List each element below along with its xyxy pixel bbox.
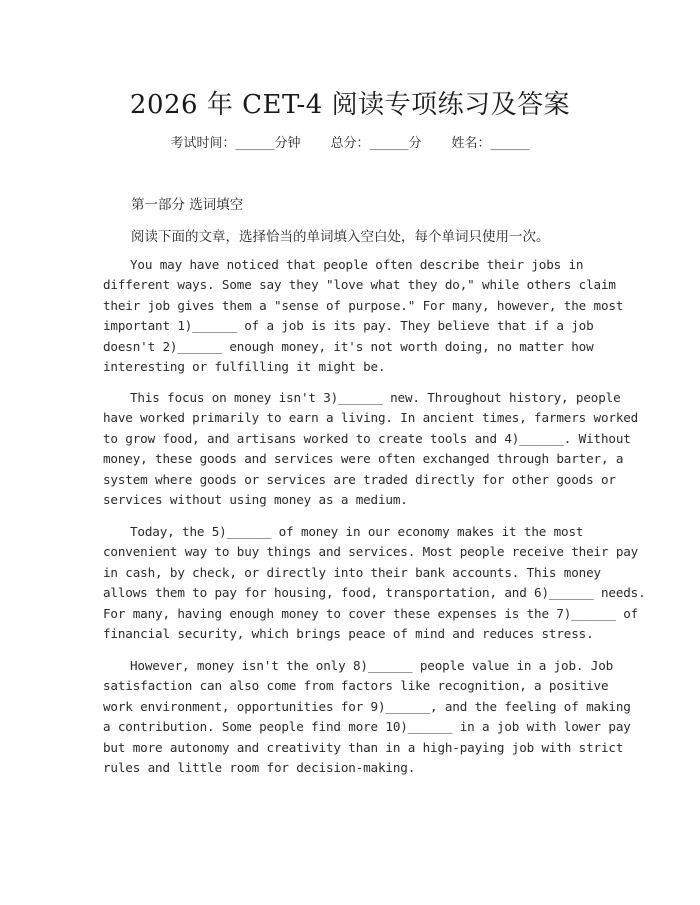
passage-line: Today, the 5)______ of money in our economy makes it the most xyxy=(130,524,584,539)
passage-line: satisfaction can also come from factors like recognition, a positive xyxy=(103,678,609,694)
exam-meta-line xyxy=(0,132,700,151)
passage-paragraph-4 xyxy=(103,656,631,778)
passage-paragraph-2 xyxy=(103,388,639,510)
passage-line: doesn't 2)______ enough money, it's not worth doing, no matter how xyxy=(103,338,594,354)
passage-line: You may have noticed that people often describe their jobs in xyxy=(130,257,584,272)
passage-line: a contribution. Some people find more 10)______ in a job with lower pay xyxy=(103,719,631,735)
passage-line: different ways. Some say they "love what they do," while others claim xyxy=(103,277,616,293)
passage-paragraph-1 xyxy=(103,255,624,377)
student-name-label: 姓名：______ xyxy=(451,136,530,151)
passage-line: in cash, by check, or directly into their bank accounts. This money xyxy=(103,564,601,580)
passage-line: convenient way to buy things and services. Most people receive their pay xyxy=(103,544,639,560)
passage-line: rules and little room for decision-making. xyxy=(103,759,416,775)
passage-line: have worked primarily to earn a living. In ancient times, farmers worked xyxy=(103,410,639,426)
passage-line: However, money isn't the only 8)______ people value in a job. Job xyxy=(130,658,614,673)
passage-line: money, these goods and services were often exchanged through barter, a xyxy=(103,451,624,467)
passage-line: to grow food, and artisans worked to create tools and 4)______. Without xyxy=(103,430,631,446)
exam-time-label: 考试时间：______分钟 xyxy=(170,136,301,151)
document-title: 2026 年 CET-4 阅读专项练习及答案 xyxy=(129,90,571,120)
passage-line: system where goods or services are traded directly for other goods or xyxy=(103,471,616,487)
section-heading: 第一部分 选词填空 xyxy=(131,197,244,213)
passage-line: but more autonomy and creativity than in a high-paying job with strict xyxy=(103,739,624,755)
passage-line: services without using money as a medium. xyxy=(103,491,408,507)
passage-line: For many, having enough money to cover these expenses is the 7)______ of xyxy=(103,605,639,621)
total-score-label: 总分：______分 xyxy=(330,136,422,151)
passage-line: interesting or fulfilling it might be. xyxy=(103,358,386,374)
passage-line: their job gives them a "sense of purpose." For many, however, the most xyxy=(103,297,624,313)
passage-line: important 1)______ of a job is its pay. They believe that if a job xyxy=(103,318,594,334)
passage-paragraph-3 xyxy=(103,522,646,644)
instruction-text: 阅读下面的文章，选择恰当的单词填入空白处，每个单词只使用一次。 xyxy=(131,229,550,245)
passage-line: work environment, opportunities for 9)______, and the feeling of making xyxy=(103,698,631,714)
passage-line: financial security, which brings peace of mind and reduces stress. xyxy=(103,625,594,641)
passage-line: allows them to pay for housing, food, transportation, and 6)______ needs. xyxy=(103,585,646,601)
passage-line: This focus on money isn't 3)______ new. Throughout history, people xyxy=(130,390,621,405)
